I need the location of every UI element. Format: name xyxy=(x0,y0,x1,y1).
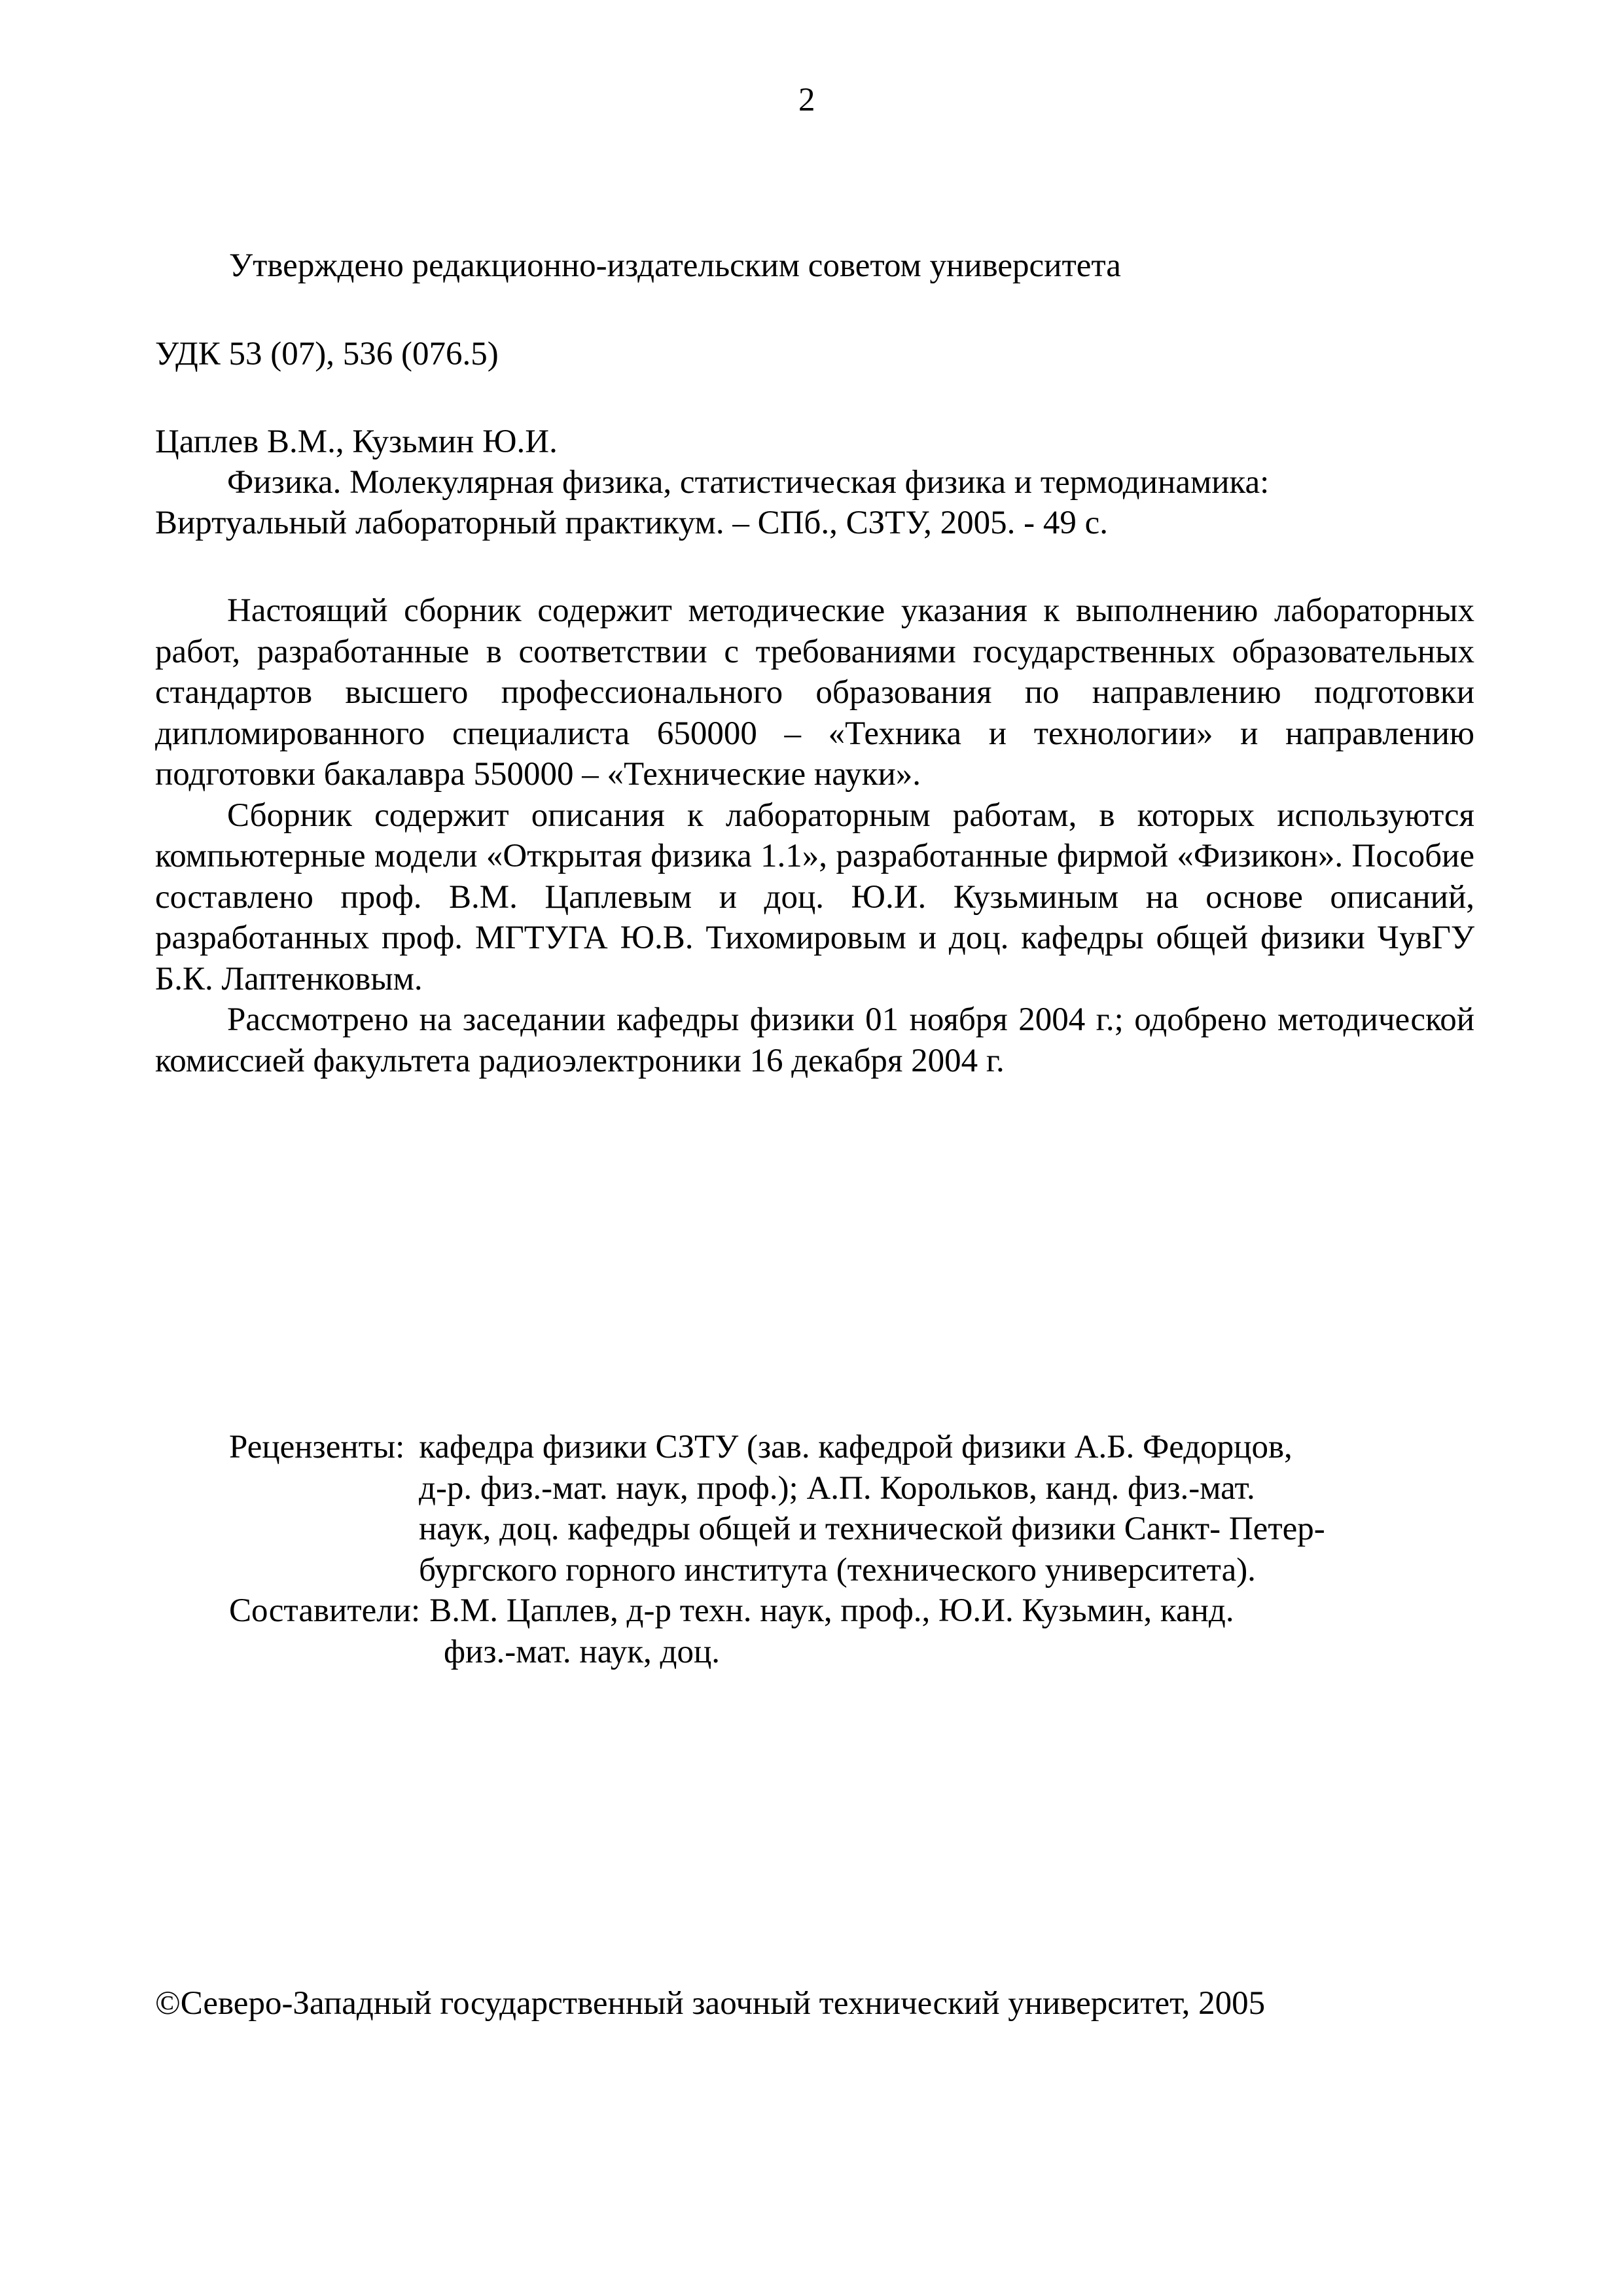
compilers-row xyxy=(229,1590,1476,1632)
authors: Цаплев В.М., Кузьмин Ю.И. xyxy=(155,423,558,460)
abstract xyxy=(155,590,1474,1081)
reviewers-row xyxy=(229,1427,1476,1468)
compilers-continuation xyxy=(229,1632,1476,1673)
udk-code: УДК 53 (07), 536 (076.5) xyxy=(155,336,499,372)
compilers-text xyxy=(420,1590,1476,1632)
reviewers-continuation xyxy=(229,1468,1476,1591)
copyright-symbol: © xyxy=(155,1985,181,2022)
reviewers-line: кафедра физики СЗТУ (зав. кафедрой физики А.Б. Федорцов, xyxy=(419,1429,1293,1465)
abstract-paragraph-3: Рассмотрено на заседании кафедры физики 01 ноября 2004 г.; одобрено методической комиссией факультета радиоэлектроники 16 декабря 2004 г. xyxy=(155,1001,1474,1079)
reviewers-label: Рецензенты: xyxy=(229,1429,405,1465)
reviewers-line: наук, доц. кафедры общей и технической физики Санкт- Петер- xyxy=(419,1511,1325,1547)
compilers-line: физ.-мат. наук, доц. xyxy=(444,1633,721,1670)
abstract-paragraph-1: Настоящий сборник содержит методические указания к выполнению лабораторных работ, разработанные в соответствии с требованиями государственных образовательных стандартов высшего профессионального образования по направлению подготовки дипломированного специалиста 650000 – «Техника и технологии» и направлению подготовки бакалавра 550000 – «Технические науки». xyxy=(155,592,1474,793)
reviewers-line: бургского горного института (технического университета). xyxy=(419,1551,1256,1588)
approval-note: Утверждено редакционно-издательским советом университета xyxy=(229,247,1121,284)
reviewers-text xyxy=(404,1427,1476,1468)
page-number: 2 xyxy=(798,82,815,118)
book-title-line1: Физика. Молекулярная физика, статистическая физика и термодинамика: xyxy=(227,464,1270,501)
reviewers-line: д-р. физ.-мат. наук, проф.); А.П. Корольков, канд. физ.-мат. xyxy=(419,1469,1255,1507)
copyright-text: Северо-Западный государственный заочный технический университет, 2005 xyxy=(180,1985,1266,2022)
book-title-line2: Виртуальный лабораторный практикум. – СПб., СЗТУ, 2005. - 49 с. xyxy=(155,505,1108,541)
abstract-paragraph-2: Сборник содержит описания к лабораторным работам, в которых используются компьютерные модели «Открытая физика 1.1», разработанные фирмой «Физикон». Пособие составлено проф. В.М. Цаплевым и доц. Ю.И. Кузьминым на основе описаний, разработанных проф. МГТУГА Ю.В. Тихомировым и доц. кафедры общей физики ЧувГУ Б.К. Лаптенковым. xyxy=(155,797,1474,997)
reviewers-section xyxy=(229,1427,1476,1672)
copyright-notice xyxy=(155,1983,1265,2024)
compilers-line: В.М. Цаплев, д-р техн. наук, проф., Ю.И. Кузьмин, канд. xyxy=(429,1592,1234,1629)
compilers-label: Составители: xyxy=(229,1592,421,1629)
